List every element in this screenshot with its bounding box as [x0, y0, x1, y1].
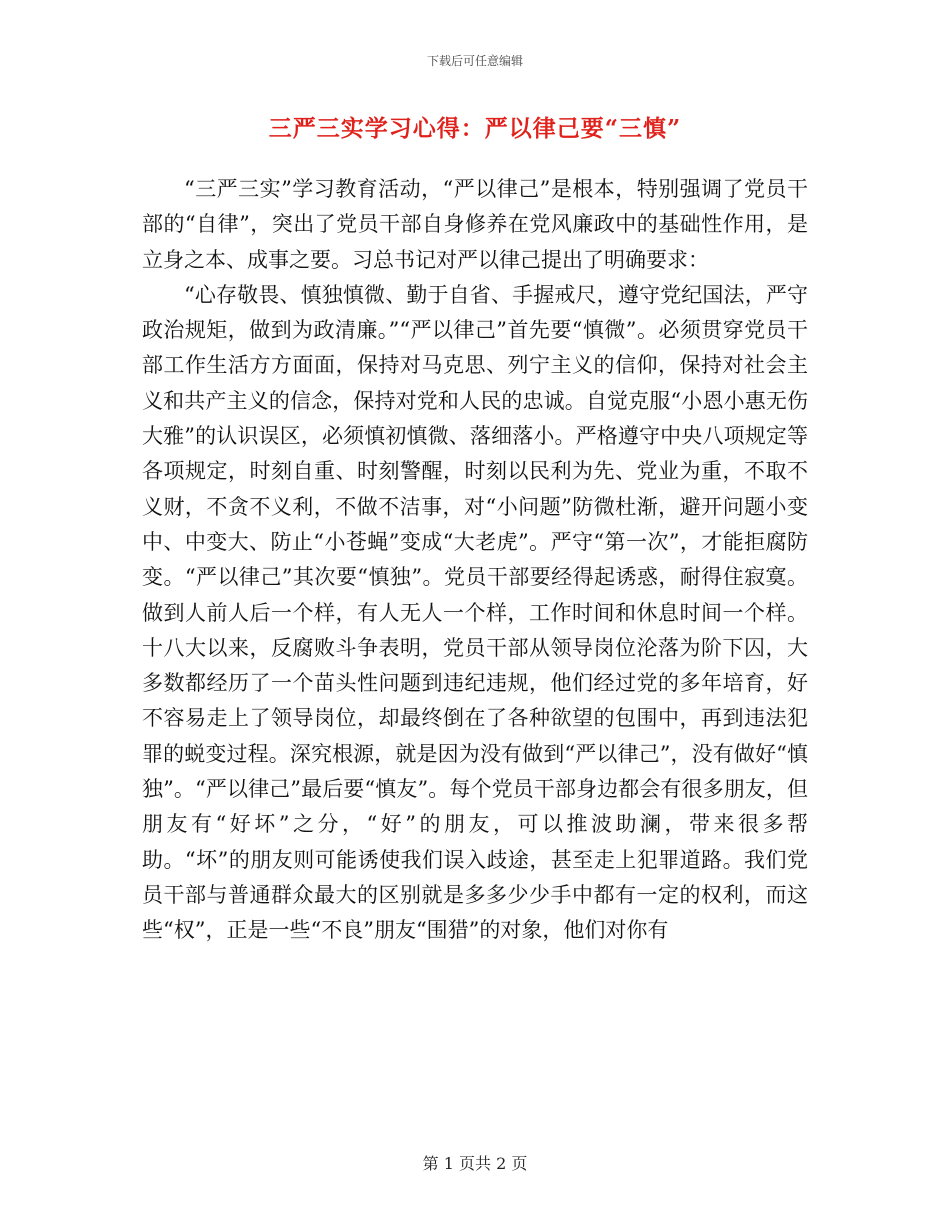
- page-header-note: 下载后可任意编辑: [426, 54, 523, 68]
- paragraph-main: “心存敬畏、慎独慎微、勤于自省、手握戒尺，遵守党纪国法，严守政治规矩，做到为政清廉。”“严以律己”首先要“慎微”。必须贯穿党员干部工作生活方方面面，保持对马克思、列宁主义的信仰，保持对社会主义和共产主义的信念，保持对党和人民的忠诚。自觉克服“小恩小惠无伤大雅”的认识误区，必须慎初慎微、落细落小。严格遵守中央八项规定等各项规定，时刻自重、时刻警醒，时刻以民利为先、党业为重，不取不义财，不贪不义利，不做不洁事，对“小问题”防微杜渐，避开问题小变中、中变大、防止“小苍蝇”变成“大老虎”。严守“第一次”，才能拒腐防变。“严以律己”其次要“慎独”。党员干部要经得起诱惑，耐得住寂寞。做到人前人后一个样，有人无人一个样，工作时间和休息时间一个样。十八大以来，反腐败斗争表明，党员干部从领导岗位沦落为阶下囚，大多数都经历了一个苗头性问题到违纪违规，他们经过党的多年培育，好不容易走上了领导岗位，却最终倒在了各种欲望的包围中，再到违法犯罪的蜕变过程。深究根源，就是因为没有做到“严以律己”，没有做好“慎独”。“严以律己”最后要“慎友”。每个党员干部身边都会有很多朋友，但朋友有“好坏”之分，“好”的朋友，可以推波助澜，带来很多帮助。“坏”的朋友则可能诱使我们误入歧途，甚至走上犯罪道路。我们党员干部与普通群众最大的区别就是多多少少手中都有一定的权利，而这些“权”，正是一些“不良”朋友“围猎”的对象，他们对你有: [142, 282, 808, 943]
- page-number-footer: 第 1 页共 2 页: [422, 1154, 528, 1173]
- document-title: 三严三实学习心得：严以律己要“三慎”: [268, 115, 682, 142]
- paragraph-intro: “三严三实”学习教育活动，“严以律己”是根本，特别强调了党员干部的“自律”，突出了党员干部自身修养在党风廉政中的基础性作用，是立身之本、成事之要。习总书记对严以律己提出了明确要求：: [142, 177, 808, 272]
- document-body: [142, 172, 808, 949]
